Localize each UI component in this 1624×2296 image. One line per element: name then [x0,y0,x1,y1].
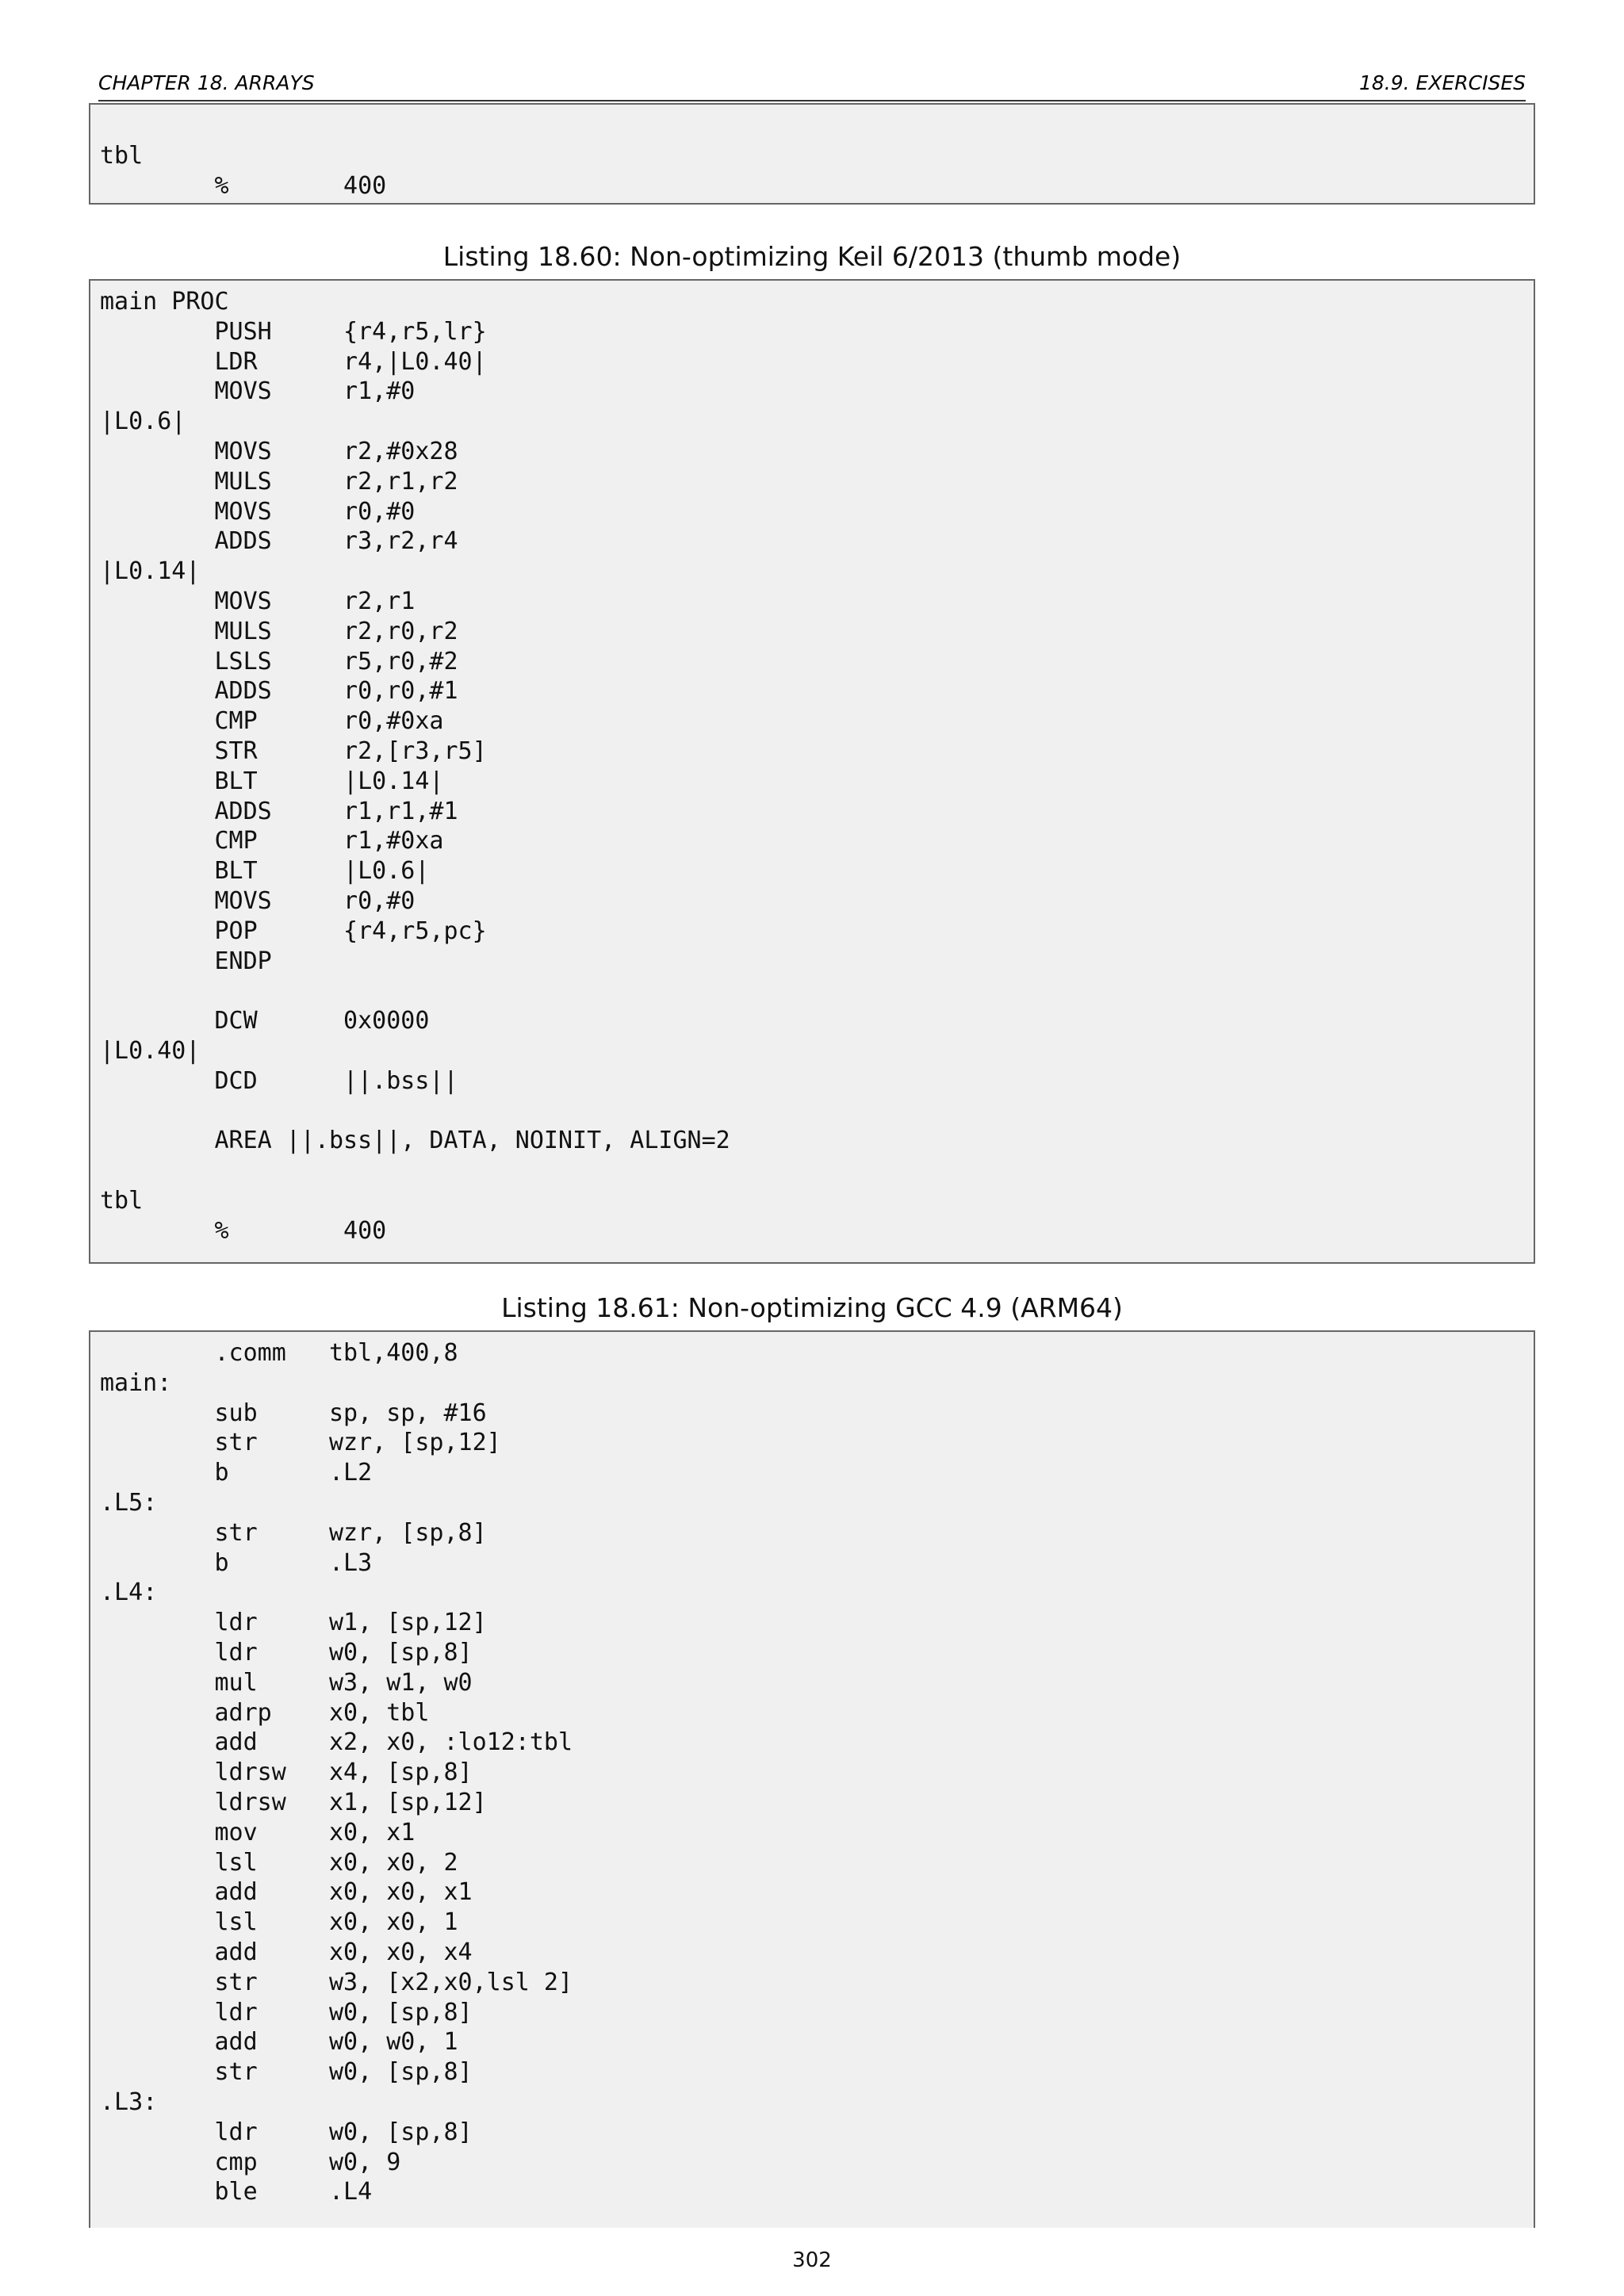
code-line: ldrsw x4, [sp,8] [100,1758,473,1787]
code-line: adrp x0, tbl [100,1698,430,1727]
code-line: STR r2,[r3,r5] [100,737,487,765]
code-line: b .L3 [100,1548,373,1577]
code-line: add w0, w0, 1 [100,2028,458,2057]
code-line: DCW 0x0000 [100,1007,430,1035]
code-line: b .L2 [100,1459,373,1487]
code-line: lsl x0, x0, 1 [100,1908,458,1937]
code-line: MULS r2,r1,r2 [100,467,458,496]
code-line: MULS r2,r0,r2 [100,617,458,645]
code-line: MOVS r0,#0 [100,497,416,526]
code-line: ADDS r3,r2,r4 [100,527,458,556]
code-line: cmp w0, 9 [100,2148,401,2176]
code-line: LDR r4,|L0.40| [100,347,487,376]
code-line: main: [100,1368,172,1397]
code-line: % 400 [100,1216,387,1245]
code-line: ldr w0, [sp,8] [100,2118,473,2146]
code-line: main PROC [100,288,229,316]
code-line: ldr w0, [sp,8] [100,1638,473,1667]
code-line: .L4: [100,1578,158,1607]
code-line: DCD ||.bss|| [100,1066,458,1095]
code-line [100,111,1524,141]
code-listing-continued [89,103,1535,205]
code-line: BLT |L0.14| [100,767,444,795]
code-line: MOVS r2,#0x28 [100,437,458,465]
chapter-title: CHAPTER 18. ARRAYS [98,71,315,94]
code-line: mul w3, w1, w0 [100,1668,473,1697]
code-line: ENDP [100,947,272,975]
code-line: ldr w1, [sp,12] [100,1609,487,1637]
listing-18-60-caption: Listing 18.60: Non-optimizing Keil 6/2013 (thumb mode) [442,241,1182,272]
section-title: 18.9. EXERCISES [1358,71,1526,94]
code-line: ldr w0, [sp,8] [100,1998,473,2026]
code-line: ble .L4 [100,2178,373,2206]
code-line: ADDS r1,r1,#1 [100,797,458,825]
code-line: MOVS r0,#0 [100,886,416,915]
code-line: str w0, [sp,8] [100,2058,473,2087]
code-line: CMP r0,#0xa [100,707,444,736]
code-line: PUSH {r4,r5,lr} [100,317,487,346]
code-line: POP {r4,r5,pc} [100,916,487,945]
code-listing-18-60 [89,279,1535,1264]
code-line: MOVS r1,#0 [100,377,416,406]
code-line: .comm tbl,400,8 [100,1339,458,1367]
code-line: lsl x0, x0, 2 [100,1848,458,1877]
code-line [100,1156,1524,1186]
code-line: AREA ||.bss||, DATA, NOINIT, ALIGN=2 [100,1127,730,1155]
code-line: MOVS r2,r1 [100,587,416,615]
code-line: tbl [100,1186,144,1215]
code-line: ADDS r0,r0,#1 [100,677,458,706]
code-line: |L0.40| [100,1036,201,1065]
code-line [100,976,1524,1006]
code-line: add x0, x0, x4 [100,1938,473,1966]
code-line: tbl [100,141,144,170]
page-header [98,70,1526,101]
code-line: CMP r1,#0xa [100,827,444,855]
code-line: |L0.6| [100,408,186,436]
code-line: str wzr, [sp,12] [100,1429,501,1457]
code-line: BLT |L0.6| [100,857,430,886]
code-line: .L5: [100,1488,158,1517]
code-line: LSLS r5,r0,#2 [100,647,458,675]
code-line: sub sp, sp, #16 [100,1399,487,1427]
code-line: % 400 [100,171,387,200]
page-number: 302 [792,2248,832,2272]
code-line: add x2, x0, :lo12:tbl [100,1728,573,1757]
code-line: add x0, x0, x1 [100,1878,473,1907]
code-line: .L3: [100,2087,158,2116]
code-listing-18-61 [89,1330,1535,2228]
code-line: mov x0, x1 [100,1818,416,1846]
code-line: |L0.14| [100,557,201,586]
code-line: str wzr, [sp,8] [100,1518,487,1547]
listing-18-61-caption: Listing 18.61: Non-optimizing GCC 4.9 (ARM64) [501,1292,1123,1323]
code-line [100,1096,1524,1127]
code-line: ldrsw x1, [sp,12] [100,1788,487,1816]
code-line: str w3, [x2,x0,lsl 2] [100,1968,573,1996]
